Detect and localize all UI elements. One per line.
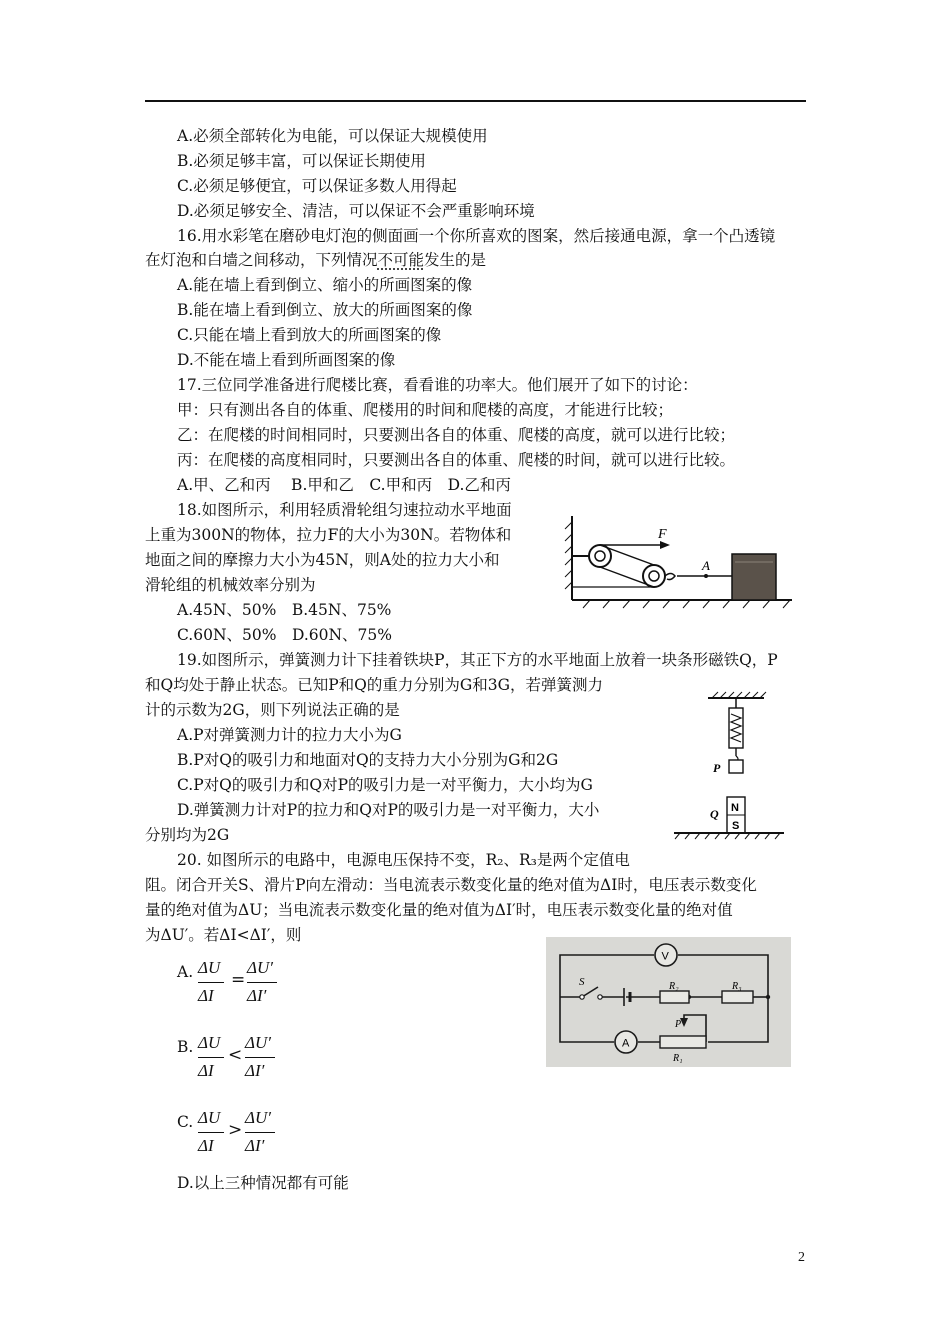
- q15-option-d: D.必须足够安全、清洁，可以保证不会严重影响环境: [177, 202, 535, 220]
- q19-stem-line1: 19.如图所示，弹簧测力计下挂着铁块P，其正下方的水平地面上放着一块条形磁铁Q，P: [177, 651, 778, 669]
- q16-option-d: D.不能在墙上看到所画图案的像: [177, 351, 396, 369]
- fig-label-q: Q: [710, 807, 719, 821]
- fig-r1-label: R₁: [673, 1053, 683, 1064]
- q18-stem-line3: 地面之间的摩擦力大小为45N，则A处的拉力大小和: [145, 551, 500, 569]
- q19-option-a: A.P对弹簧测力计的拉力大小为G: [177, 726, 402, 744]
- circuit-figure: [546, 937, 791, 1067]
- q18-stem-line2: 上重为300N的物体，拉力F的大小为30N。若物体和: [145, 526, 512, 544]
- pulley-figure: [560, 512, 800, 614]
- fig-label-n: N: [731, 802, 739, 814]
- fig-voltmeter-label: V: [661, 950, 669, 963]
- q16-stem-line2: 在灯泡和白墙之间移动，下列情况不可能发生的是: [145, 251, 487, 269]
- q19-option-d-line2: 分别均为2G: [145, 826, 230, 844]
- q17-statement-jia: 甲：只有测出各自的体重、爬楼用的时间和爬楼的高度，才能进行比较；: [177, 401, 674, 419]
- q16-option-a: A.能在墙上看到倒立、缩小的所画图案的像: [177, 276, 473, 294]
- q20-stem-line4: 为ΔU′。若ΔI<ΔI′，则: [145, 926, 302, 944]
- q19-stem-line3: 计的示数为2G，则下列说法正确的是: [145, 701, 400, 719]
- q18-stem-line1: 18.如图所示，利用轻质滑轮组匀速拉动水平地面: [177, 501, 512, 519]
- q19-stem-line2: 和Q均处于静止状态。已知P和Q的重力分别为G和3G，若弹簧测力: [145, 676, 603, 694]
- fig-r3-label: R₃: [732, 981, 742, 992]
- q20-option-a-operator: =: [231, 970, 246, 990]
- fig-ammeter-label: A: [622, 1037, 630, 1050]
- fig-label-s: S: [732, 820, 740, 832]
- q16-stem-line1: 16.用水彩笔在磨砂电灯泡的侧面画一个你所喜欢的图案，然后接通电源，拿一个凸透镜: [177, 227, 776, 245]
- q20-option-c-label: C.: [177, 1113, 194, 1131]
- q20-option-c-operator: >: [228, 1120, 243, 1140]
- q16-emphasis: 不可能: [377, 251, 425, 269]
- q15-option-c: C.必须足够便宜，可以保证多数人用得起: [177, 177, 457, 195]
- fig-label-a: A: [702, 558, 710, 573]
- q19-option-c: C.P对Q的吸引力和Q对P的吸引力是一对平衡力，大小均为G: [177, 776, 593, 794]
- q17-statement-yi: 乙：在爬楼的时间相同时，只要测出各自的体重、爬楼的高度，就可以进行比较；: [177, 426, 736, 444]
- q20-option-a-label: A.: [177, 963, 194, 981]
- q16-option-b: B.能在墙上看到倒立、放大的所画图案的像: [177, 301, 473, 319]
- header-rule: [145, 100, 806, 102]
- fig-switch-label: S: [579, 976, 585, 988]
- page-number: 2: [798, 1250, 805, 1265]
- fig-label-f: F: [658, 527, 667, 542]
- q17-statement-bing: 丙：在爬楼的高度相同时，只要测出各自的体重、爬楼的时间，就可以进行比较。: [177, 451, 736, 469]
- q17-options: A.甲、乙和丙 B.甲和乙 C.甲和丙 D.乙和丙: [177, 476, 511, 494]
- q20-option-d: D.以上三种情况都有可能: [177, 1174, 349, 1192]
- q20-stem-line3: 量的绝对值为ΔU；当电流表示数变化量的绝对值为ΔI′时，电压表示数变化量的绝对值: [145, 901, 733, 919]
- q18-stem-line4: 滑轮组的机械效率分别为: [145, 576, 316, 594]
- q19-option-b: B.P对Q的吸引力和地面对Q的支持力大小分别为G和2G: [177, 751, 559, 769]
- fig-slider-label: P: [675, 1019, 682, 1030]
- q16-option-c: C.只能在墙上看到放大的所画图案的像: [177, 326, 442, 344]
- q20-option-b-label: B.: [177, 1038, 194, 1056]
- q15-option-b: B.必须足够丰富，可以保证长期使用: [177, 152, 426, 170]
- q20-stem-line2: 阻。闭合开关S、滑片P向左滑动：当电流表示数变化量的绝对值为ΔI时，电压表示数变化: [145, 876, 757, 894]
- spring-magnet-figure: [670, 690, 790, 840]
- q20-stem-line1: 20. 如图所示的电路中，电源电压保持不变，R₂、R₃是两个定值电: [177, 851, 630, 869]
- fig-label-p: P: [713, 761, 721, 775]
- q17-stem: 17.三位同学准备进行爬楼比赛，看看谁的功率大。他们展开了如下的讨论：: [177, 376, 698, 394]
- q19-option-d-line1: D.弹簧测力计对P的拉力和Q对P的吸引力是一对平衡力，大小: [177, 801, 600, 819]
- q18-options-ab: A.45N、50% B.45N、75%: [177, 601, 392, 619]
- q18-options-cd: C.60N、50% D.60N、75%: [177, 626, 393, 644]
- q15-option-a: A.必须全部转化为电能，可以保证大规模使用: [177, 127, 488, 145]
- fig-r2-label: R₂: [669, 981, 679, 992]
- q20-option-b-operator: <: [228, 1045, 243, 1065]
